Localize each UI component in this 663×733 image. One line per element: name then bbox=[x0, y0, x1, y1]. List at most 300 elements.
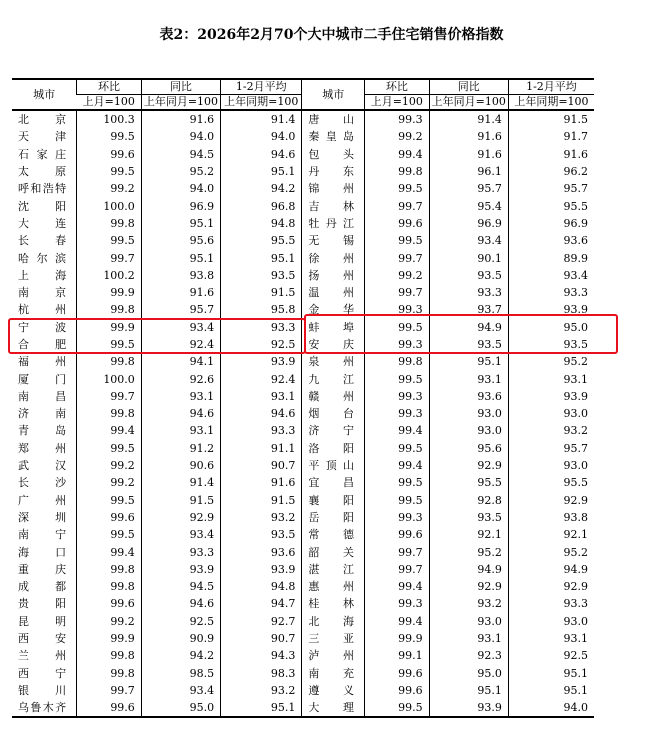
left-mom-cell: 100.0 bbox=[77, 370, 142, 387]
left-mom-cell: 99.8 bbox=[77, 647, 142, 664]
right-city-cell: 桂 林 bbox=[302, 595, 365, 612]
right-avg-cell: 95.1 bbox=[508, 665, 594, 682]
table-row bbox=[12, 509, 594, 526]
left-yoy-cell: 94.5 bbox=[141, 578, 220, 595]
right-yoy-cell: 93.0 bbox=[429, 405, 508, 422]
right-yoy-cell: 92.9 bbox=[429, 457, 508, 474]
right-mom-cell: 99.5 bbox=[365, 474, 430, 491]
right-avg-cell: 89.9 bbox=[508, 249, 594, 266]
table-row bbox=[12, 232, 594, 249]
right-city-cell: 大 理 bbox=[302, 699, 365, 717]
left-mom-cell: 99.7 bbox=[77, 682, 142, 699]
right-yoy-cell: 95.0 bbox=[429, 665, 508, 682]
left-mom-cell: 100.2 bbox=[77, 267, 142, 284]
left-yoy-cell: 91.6 bbox=[141, 284, 220, 301]
right-city-cell: 平顶山 bbox=[302, 457, 365, 474]
left-mom-cell: 99.6 bbox=[77, 595, 142, 612]
left-avg-cell: 93.9 bbox=[221, 561, 302, 578]
left-yoy-cell: 92.4 bbox=[141, 336, 220, 353]
right-avg-cell: 92.9 bbox=[508, 492, 594, 509]
left-yoy-cell: 93.4 bbox=[141, 526, 220, 543]
left-yoy-cell: 95.6 bbox=[141, 232, 220, 249]
left-avg-cell: 94.7 bbox=[221, 595, 302, 612]
right-city-cell: 泉 州 bbox=[302, 353, 365, 370]
right-city-cell: 徐 州 bbox=[302, 249, 365, 266]
right-avg-cell: 93.9 bbox=[508, 301, 594, 318]
left-mom-cell: 99.5 bbox=[77, 232, 142, 249]
right-mom-cell: 99.4 bbox=[365, 457, 430, 474]
left-mom-cell: 99.4 bbox=[77, 422, 142, 439]
left-yoy-cell: 94.0 bbox=[141, 128, 220, 145]
left-mom-cell: 99.8 bbox=[77, 665, 142, 682]
right-mom-cell: 99.7 bbox=[365, 249, 430, 266]
left-mom-cell: 99.8 bbox=[77, 561, 142, 578]
right-yoy-cell: 92.1 bbox=[429, 526, 508, 543]
right-mom-cell: 99.6 bbox=[365, 526, 430, 543]
right-avg-cell: 95.2 bbox=[508, 543, 594, 560]
left-yoy-cell: 95.1 bbox=[141, 249, 220, 266]
left-avg-cell: 94.0 bbox=[221, 128, 302, 145]
left-avg-cell: 93.2 bbox=[221, 682, 302, 699]
right-mom-cell: 99.4 bbox=[365, 146, 430, 163]
right-avg-cell: 91.7 bbox=[508, 128, 594, 145]
header-mom-base: 上月=100 bbox=[77, 95, 142, 111]
right-mom-cell: 99.6 bbox=[365, 682, 430, 699]
right-avg-cell: 95.5 bbox=[508, 197, 594, 214]
left-city-cell: 济 南 bbox=[18, 407, 67, 421]
right-mom-cell: 99.3 bbox=[365, 595, 430, 612]
left-avg-cell: 94.6 bbox=[221, 405, 302, 422]
left-avg-cell: 93.6 bbox=[221, 543, 302, 560]
left-mom-cell: 99.5 bbox=[77, 492, 142, 509]
right-city-cell: 无 锡 bbox=[302, 232, 365, 249]
right-mom-cell: 99.4 bbox=[365, 578, 430, 595]
right-yoy-cell: 93.9 bbox=[429, 699, 508, 717]
right-city-cell: 九 江 bbox=[302, 370, 365, 387]
right-yoy-cell: 91.4 bbox=[429, 110, 508, 128]
right-mom-cell: 99.5 bbox=[365, 370, 430, 387]
right-city-cell: 遵 义 bbox=[302, 682, 365, 699]
right-mom-cell: 99.3 bbox=[365, 301, 430, 318]
right-avg-cell: 91.5 bbox=[508, 110, 594, 128]
right-avg-cell: 95.2 bbox=[508, 353, 594, 370]
left-city-cell: 南 京 bbox=[18, 286, 67, 300]
right-yoy-cell: 93.5 bbox=[429, 336, 508, 353]
left-avg-cell: 93.2 bbox=[221, 509, 302, 526]
right-yoy-cell: 95.5 bbox=[429, 474, 508, 491]
left-city-cell: 大 连 bbox=[18, 216, 67, 230]
header-avg: 1-2月平均 bbox=[221, 79, 302, 95]
right-avg-cell: 93.8 bbox=[508, 509, 594, 526]
right-mom-cell: 99.4 bbox=[365, 613, 430, 630]
left-city-cell: 重 庆 bbox=[18, 562, 67, 576]
right-mom-cell: 99.5 bbox=[365, 492, 430, 509]
left-yoy-cell: 94.6 bbox=[141, 595, 220, 612]
table-row bbox=[12, 457, 594, 474]
table-row bbox=[12, 284, 594, 301]
left-mom-cell: 99.7 bbox=[77, 388, 142, 405]
right-mom-cell: 99.3 bbox=[365, 509, 430, 526]
right-yoy-cell: 95.2 bbox=[429, 543, 508, 560]
price-index-table bbox=[12, 78, 594, 718]
right-city-cell: 蚌 埠 bbox=[302, 319, 365, 336]
right-yoy-cell: 95.7 bbox=[429, 180, 508, 197]
left-avg-cell: 90.7 bbox=[221, 630, 302, 647]
right-avg-cell: 93.6 bbox=[508, 232, 594, 249]
table-row bbox=[12, 267, 594, 284]
left-city-cell: 银 川 bbox=[18, 683, 67, 697]
left-city-cell: 昆 明 bbox=[18, 614, 67, 628]
table-row bbox=[12, 422, 594, 439]
left-yoy-cell: 91.4 bbox=[141, 474, 220, 491]
left-yoy-cell: 91.2 bbox=[141, 440, 220, 457]
left-city-cell: 深 圳 bbox=[18, 510, 67, 524]
right-mom-cell: 99.4 bbox=[365, 422, 430, 439]
left-yoy-cell: 95.7 bbox=[141, 301, 220, 318]
right-mom-cell: 99.7 bbox=[365, 197, 430, 214]
right-yoy-cell: 92.8 bbox=[429, 492, 508, 509]
right-avg-cell: 92.1 bbox=[508, 526, 594, 543]
left-city-cell: 广 州 bbox=[18, 493, 67, 507]
left-city-cell: 海 口 bbox=[18, 545, 67, 559]
left-city-cell: 武 汉 bbox=[18, 459, 67, 473]
left-city-cell: 石家庄 bbox=[18, 147, 67, 161]
left-mom-cell: 99.8 bbox=[77, 353, 142, 370]
left-yoy-cell: 92.5 bbox=[141, 613, 220, 630]
left-yoy-cell: 91.5 bbox=[141, 492, 220, 509]
left-city-cell: 长 沙 bbox=[18, 476, 67, 490]
table-row bbox=[12, 665, 594, 682]
table-row bbox=[12, 613, 594, 630]
left-yoy-cell: 94.2 bbox=[141, 647, 220, 664]
left-avg-cell: 91.4 bbox=[221, 110, 302, 128]
left-mom-cell: 99.5 bbox=[77, 163, 142, 180]
left-avg-cell: 91.6 bbox=[221, 474, 302, 491]
left-mom-cell: 99.8 bbox=[77, 215, 142, 232]
left-mom-cell: 100.0 bbox=[77, 197, 142, 214]
header-yoy-base-right: 上年同月=100 bbox=[429, 95, 508, 111]
right-yoy-cell: 91.6 bbox=[429, 128, 508, 145]
left-avg-cell: 93.1 bbox=[221, 388, 302, 405]
right-mom-cell: 99.6 bbox=[365, 665, 430, 682]
right-yoy-cell: 93.1 bbox=[429, 630, 508, 647]
right-city-cell: 秦皇岛 bbox=[302, 128, 365, 145]
right-avg-cell: 94.0 bbox=[508, 699, 594, 717]
left-avg-cell: 93.3 bbox=[221, 422, 302, 439]
table-row bbox=[12, 595, 594, 612]
right-avg-cell: 93.9 bbox=[508, 388, 594, 405]
left-yoy-cell: 93.3 bbox=[141, 543, 220, 560]
table-row bbox=[12, 647, 594, 664]
right-mom-cell: 99.5 bbox=[365, 180, 430, 197]
left-avg-cell: 92.7 bbox=[221, 613, 302, 630]
left-avg-cell: 95.1 bbox=[221, 249, 302, 266]
right-yoy-cell: 96.9 bbox=[429, 215, 508, 232]
header-yoy-base: 上年同月=100 bbox=[141, 95, 220, 111]
right-avg-cell: 93.0 bbox=[508, 613, 594, 630]
table-row bbox=[12, 163, 594, 180]
header-city: 城市 bbox=[12, 79, 77, 110]
right-yoy-cell: 90.1 bbox=[429, 249, 508, 266]
left-mom-cell: 99.4 bbox=[77, 543, 142, 560]
right-avg-cell: 94.9 bbox=[508, 561, 594, 578]
right-yoy-cell: 95.4 bbox=[429, 197, 508, 214]
left-city-cell: 宁 波 bbox=[18, 320, 67, 334]
left-yoy-cell: 93.4 bbox=[141, 682, 220, 699]
left-mom-cell: 100.3 bbox=[77, 110, 142, 128]
price-index-table-container bbox=[12, 78, 594, 718]
header-mom-base-right: 上月=100 bbox=[365, 95, 430, 111]
left-yoy-cell: 90.6 bbox=[141, 457, 220, 474]
right-avg-cell: 93.0 bbox=[508, 405, 594, 422]
left-city-cell: 青 岛 bbox=[18, 424, 67, 438]
table-row bbox=[12, 128, 594, 145]
right-avg-cell: 93.5 bbox=[508, 336, 594, 353]
right-avg-cell: 93.0 bbox=[508, 457, 594, 474]
header-avg-base: 上年同期=100 bbox=[221, 95, 302, 111]
right-mom-cell: 99.7 bbox=[365, 543, 430, 560]
left-yoy-cell: 93.8 bbox=[141, 267, 220, 284]
right-avg-cell: 95.0 bbox=[508, 319, 594, 336]
right-yoy-cell: 95.1 bbox=[429, 353, 508, 370]
left-yoy-cell: 92.9 bbox=[141, 509, 220, 526]
right-mom-cell: 99.5 bbox=[365, 699, 430, 717]
left-city-cell: 成 都 bbox=[18, 580, 67, 594]
right-city-cell: 常 德 bbox=[302, 526, 365, 543]
header-mom-right: 环比 bbox=[365, 79, 430, 95]
left-mom-cell: 99.5 bbox=[77, 526, 142, 543]
right-avg-cell: 93.3 bbox=[508, 284, 594, 301]
right-yoy-cell: 93.5 bbox=[429, 509, 508, 526]
right-city-cell: 吉 林 bbox=[302, 197, 365, 214]
left-yoy-cell: 94.1 bbox=[141, 353, 220, 370]
left-city-cell: 长 春 bbox=[18, 234, 67, 248]
left-yoy-cell: 93.1 bbox=[141, 388, 220, 405]
header-city-right: 城市 bbox=[302, 79, 365, 110]
table-row bbox=[12, 578, 594, 595]
left-yoy-cell: 96.9 bbox=[141, 197, 220, 214]
left-city-cell: 北 京 bbox=[18, 113, 67, 127]
right-mom-cell: 99.3 bbox=[365, 110, 430, 128]
left-avg-cell: 92.4 bbox=[221, 370, 302, 387]
left-mom-cell: 99.2 bbox=[77, 180, 142, 197]
right-avg-cell: 93.4 bbox=[508, 267, 594, 284]
table-row bbox=[12, 699, 594, 717]
left-avg-cell: 96.8 bbox=[221, 197, 302, 214]
right-city-cell: 泸 州 bbox=[302, 647, 365, 664]
left-city-cell: 南 宁 bbox=[18, 528, 67, 542]
left-mom-cell: 99.6 bbox=[77, 699, 142, 717]
table-row bbox=[12, 215, 594, 232]
left-avg-cell: 94.8 bbox=[221, 215, 302, 232]
right-yoy-cell: 93.4 bbox=[429, 232, 508, 249]
left-yoy-cell: 98.5 bbox=[141, 665, 220, 682]
right-city-cell: 丹 东 bbox=[302, 163, 365, 180]
right-avg-cell: 96.9 bbox=[508, 215, 594, 232]
right-yoy-cell: 95.6 bbox=[429, 440, 508, 457]
right-city-cell: 三 亚 bbox=[302, 630, 365, 647]
left-city-cell: 郑 州 bbox=[18, 441, 67, 455]
table-row bbox=[12, 492, 594, 509]
left-mom-cell: 99.5 bbox=[77, 440, 142, 457]
left-city-cell: 太 原 bbox=[18, 165, 67, 179]
left-mom-cell: 99.9 bbox=[77, 319, 142, 336]
right-city-cell: 金 华 bbox=[302, 301, 365, 318]
right-mom-cell: 99.3 bbox=[365, 388, 430, 405]
right-mom-cell: 99.5 bbox=[365, 232, 430, 249]
right-mom-cell: 99.3 bbox=[365, 405, 430, 422]
right-yoy-cell: 93.3 bbox=[429, 284, 508, 301]
right-mom-cell: 99.8 bbox=[365, 353, 430, 370]
right-mom-cell: 99.6 bbox=[365, 215, 430, 232]
left-city-cell: 兰 州 bbox=[18, 649, 67, 663]
left-avg-cell: 92.5 bbox=[221, 336, 302, 353]
right-city-cell: 牡丹江 bbox=[302, 215, 365, 232]
left-mom-cell: 99.2 bbox=[77, 474, 142, 491]
table-row bbox=[12, 526, 594, 543]
left-mom-cell: 99.8 bbox=[77, 578, 142, 595]
right-yoy-cell: 93.7 bbox=[429, 301, 508, 318]
table-row bbox=[12, 440, 594, 457]
table-title: 表2：2026年2月70个大中城市二手住宅销售价格指数 bbox=[159, 27, 504, 43]
left-city-cell: 西 宁 bbox=[18, 666, 67, 680]
right-mom-cell: 99.2 bbox=[365, 267, 430, 284]
right-mom-cell: 99.3 bbox=[365, 336, 430, 353]
table-row bbox=[12, 180, 594, 197]
table-row bbox=[12, 110, 594, 128]
right-avg-cell: 96.2 bbox=[508, 163, 594, 180]
left-yoy-cell: 92.6 bbox=[141, 370, 220, 387]
left-yoy-cell: 95.2 bbox=[141, 163, 220, 180]
right-yoy-cell: 93.0 bbox=[429, 422, 508, 439]
right-city-cell: 赣 州 bbox=[302, 388, 365, 405]
left-avg-cell: 95.1 bbox=[221, 163, 302, 180]
right-mom-cell: 99.5 bbox=[365, 319, 430, 336]
right-city-cell: 韶 关 bbox=[302, 543, 365, 560]
right-city-cell: 烟 台 bbox=[302, 405, 365, 422]
left-yoy-cell: 93.9 bbox=[141, 561, 220, 578]
left-city-cell: 合 肥 bbox=[18, 338, 67, 351]
right-city-cell: 济 宁 bbox=[302, 422, 365, 439]
left-avg-cell: 93.9 bbox=[221, 353, 302, 370]
left-avg-cell: 91.5 bbox=[221, 284, 302, 301]
left-mom-cell: 99.2 bbox=[77, 457, 142, 474]
left-yoy-cell: 94.6 bbox=[141, 405, 220, 422]
left-avg-cell: 91.5 bbox=[221, 492, 302, 509]
left-avg-cell: 95.1 bbox=[221, 699, 302, 717]
left-mom-cell: 99.8 bbox=[77, 405, 142, 422]
header-yoy-right: 同比 bbox=[429, 79, 508, 95]
table-row bbox=[12, 197, 594, 214]
left-avg-cell: 90.7 bbox=[221, 457, 302, 474]
left-mom-cell: 99.5 bbox=[77, 336, 142, 353]
header-avg-right: 1-2月平均 bbox=[508, 79, 594, 95]
right-yoy-cell: 94.9 bbox=[429, 319, 508, 336]
right-city-cell: 湛 江 bbox=[302, 561, 365, 578]
left-mom-cell: 99.9 bbox=[77, 284, 142, 301]
left-avg-cell: 94.6 bbox=[221, 146, 302, 163]
right-yoy-cell: 96.1 bbox=[429, 163, 508, 180]
table-row bbox=[12, 543, 594, 560]
table-row bbox=[12, 353, 594, 370]
right-city-cell: 安 庆 bbox=[302, 336, 365, 353]
right-avg-cell: 93.1 bbox=[508, 630, 594, 647]
right-yoy-cell: 92.9 bbox=[429, 578, 508, 595]
right-yoy-cell: 94.9 bbox=[429, 561, 508, 578]
right-avg-cell: 93.1 bbox=[508, 370, 594, 387]
left-avg-cell: 91.1 bbox=[221, 440, 302, 457]
left-mom-cell: 99.8 bbox=[77, 301, 142, 318]
left-city-cell: 杭 州 bbox=[18, 303, 67, 317]
left-avg-cell: 93.5 bbox=[221, 526, 302, 543]
right-mom-cell: 99.7 bbox=[365, 561, 430, 578]
table-row bbox=[12, 146, 594, 163]
left-yoy-cell: 91.6 bbox=[141, 110, 220, 128]
right-city-cell: 包 头 bbox=[302, 146, 365, 163]
left-yoy-cell: 93.1 bbox=[141, 422, 220, 439]
right-city-cell: 洛 阳 bbox=[302, 440, 365, 457]
left-mom-cell: 99.5 bbox=[77, 128, 142, 145]
right-avg-cell: 93.3 bbox=[508, 595, 594, 612]
left-avg-cell: 93.3 bbox=[221, 319, 302, 336]
left-city-cell: 厦 门 bbox=[18, 372, 67, 386]
left-avg-cell: 94.2 bbox=[221, 180, 302, 197]
left-avg-cell: 95.5 bbox=[221, 232, 302, 249]
right-yoy-cell: 93.5 bbox=[429, 267, 508, 284]
table-row bbox=[12, 388, 594, 405]
left-avg-cell: 94.3 bbox=[221, 647, 302, 664]
right-city-cell: 北 海 bbox=[302, 613, 365, 630]
right-city-cell: 南 充 bbox=[302, 665, 365, 682]
right-city-cell: 唐 山 bbox=[302, 110, 365, 128]
left-city-cell: 沈 阳 bbox=[18, 199, 67, 213]
left-avg-cell: 94.8 bbox=[221, 578, 302, 595]
right-mom-cell: 99.7 bbox=[365, 284, 430, 301]
left-city-cell: 福 州 bbox=[18, 355, 67, 369]
table-row bbox=[12, 561, 594, 578]
left-mom-cell: 99.9 bbox=[77, 630, 142, 647]
right-avg-cell: 95.7 bbox=[508, 440, 594, 457]
left-mom-cell: 99.6 bbox=[77, 146, 142, 163]
right-mom-cell: 99.1 bbox=[365, 647, 430, 664]
left-yoy-cell: 94.0 bbox=[141, 180, 220, 197]
left-city-cell: 乌鲁木齐 bbox=[12, 699, 77, 717]
header-yoy: 同比 bbox=[141, 79, 220, 95]
left-yoy-cell: 94.5 bbox=[141, 146, 220, 163]
table-row bbox=[12, 319, 594, 336]
left-city-cell: 哈尔滨 bbox=[18, 251, 67, 265]
right-city-cell: 温 州 bbox=[302, 284, 365, 301]
left-avg-cell: 95.8 bbox=[221, 301, 302, 318]
right-city-cell: 扬 州 bbox=[302, 267, 365, 284]
right-mom-cell: 99.5 bbox=[365, 440, 430, 457]
table-row bbox=[12, 630, 594, 647]
left-city-cell: 上 海 bbox=[18, 268, 67, 282]
left-mom-cell: 99.6 bbox=[77, 509, 142, 526]
left-city-cell: 天 津 bbox=[18, 130, 67, 144]
right-yoy-cell: 92.3 bbox=[429, 647, 508, 664]
left-avg-cell: 93.5 bbox=[221, 267, 302, 284]
right-yoy-cell: 93.2 bbox=[429, 595, 508, 612]
table-row bbox=[12, 474, 594, 491]
right-mom-cell: 99.9 bbox=[365, 630, 430, 647]
header-avg-base-right: 上年同期=100 bbox=[508, 95, 594, 111]
right-yoy-cell: 95.1 bbox=[429, 682, 508, 699]
right-avg-cell: 92.9 bbox=[508, 578, 594, 595]
table-body bbox=[12, 110, 594, 717]
right-mom-cell: 99.2 bbox=[365, 128, 430, 145]
left-yoy-cell: 95.1 bbox=[141, 215, 220, 232]
